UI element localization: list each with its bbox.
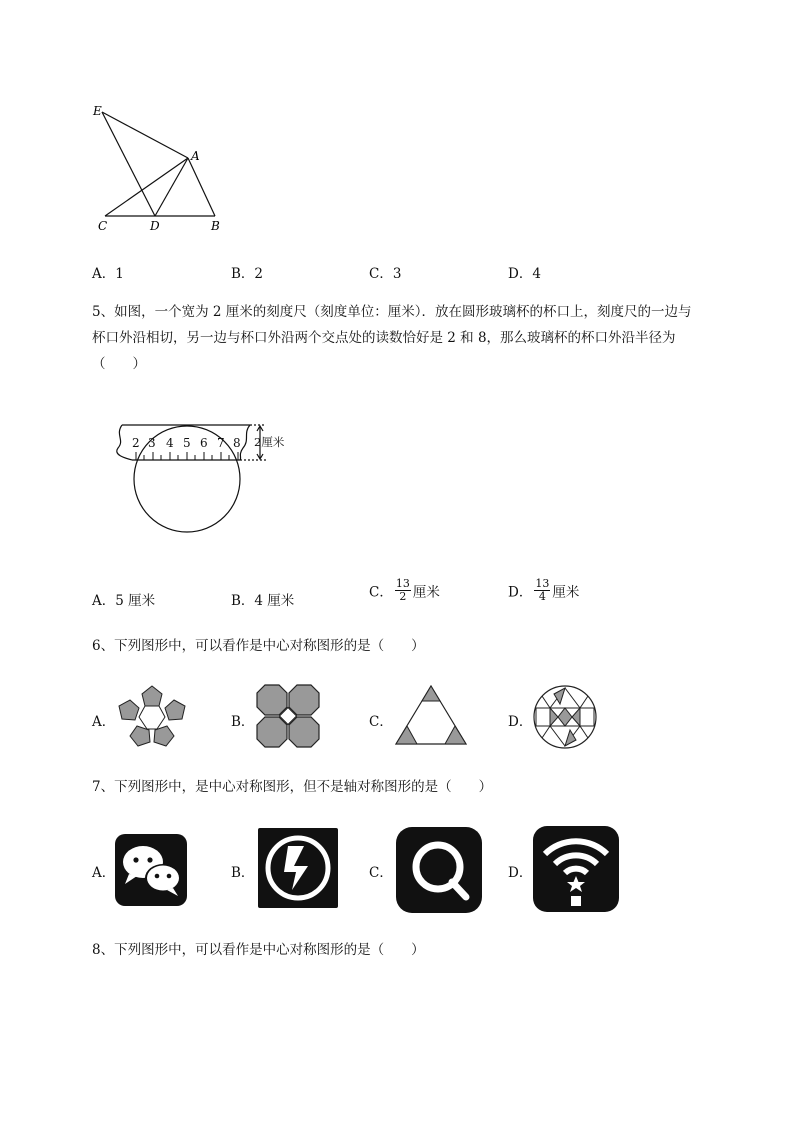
q6-letter-a: A． <box>92 714 116 730</box>
fraction-13-4: $\frac{13}{4}$ <box>535 577 550 603</box>
ruler-tick-3: 3 <box>148 436 156 450</box>
q6-letter-c: C． <box>369 714 393 730</box>
four-octagons-icon <box>256 684 320 748</box>
q5-option-c: C． $\frac{13}{2}$ 厘米 <box>369 577 440 603</box>
q5-stem-line1: 5、如图，一个宽为 2 厘米的刻度尺（刻度单位：厘米）．放在圆形玻璃杯的杯口上，刻度尺的一边与 <box>92 304 692 320</box>
ruler-width-label: 2厘米 <box>254 435 285 449</box>
triangle-figure <box>85 98 235 238</box>
q4-option-c: C．3 <box>369 266 402 282</box>
q7-letter-c: C． <box>369 865 393 881</box>
q6-letter-d: D． <box>508 714 533 730</box>
pentagon-flower-icon <box>117 684 187 750</box>
q6-stem: 6、下列图形中，可以看作是中心对称图形的是（ ） <box>92 638 425 654</box>
q7-letter-d: D． <box>508 865 533 881</box>
fraction-13-2: $\frac{13}{2}$ <box>395 577 410 603</box>
q4-option-b: B．2 <box>231 266 264 282</box>
label-A: A <box>191 149 200 163</box>
q7-letter-b: B． <box>231 865 255 881</box>
wifi-star-icon <box>533 826 619 912</box>
q7-letter-a: A． <box>92 865 116 881</box>
q4-option-a: A．1 <box>92 266 124 282</box>
label-E: E <box>93 104 102 118</box>
q6-letter-b: B． <box>231 714 255 730</box>
q7-stem: 7、下列图形中，是中心对称图形，但不是轴对称图形的是（ ） <box>92 779 493 795</box>
circle-pattern-icon <box>532 684 598 750</box>
search-q-icon <box>396 827 482 913</box>
q5-stem-line2: 杯口外沿相切，另一边与杯口外沿两个交点处的读数恰好是 2 和 8，那么玻璃杯的杯口外沿半径为 <box>92 330 676 346</box>
ruler-tick-2: 2 <box>132 436 140 450</box>
q8-stem: 8、下列图形中，可以看作是中心对称图形的是（ ） <box>92 942 425 958</box>
q5-option-a: A．5 厘米 <box>92 593 156 609</box>
q5-option-b: B．4 厘米 <box>231 593 295 609</box>
triangle-hexagon-icon <box>394 684 468 746</box>
ruler-tick-6: 6 <box>200 436 208 450</box>
label-B: B <box>211 219 220 233</box>
lightning-icon <box>258 828 338 908</box>
label-C: C <box>98 219 108 233</box>
wechat-icon <box>115 834 187 906</box>
ruler-tick-4: 4 <box>166 436 174 450</box>
q4-option-d: D．4 <box>508 266 541 282</box>
ruler-tick-5: 5 <box>183 436 191 450</box>
ruler-circle-figure <box>110 415 290 540</box>
q5-stem-line3: （ ） <box>92 356 146 372</box>
q5-option-d: D． $\frac{13}{4}$ 厘米 <box>508 577 580 603</box>
label-D: D <box>150 219 160 233</box>
ruler-tick-7: 7 <box>217 436 225 450</box>
ruler-tick-8: 8 <box>233 436 241 450</box>
